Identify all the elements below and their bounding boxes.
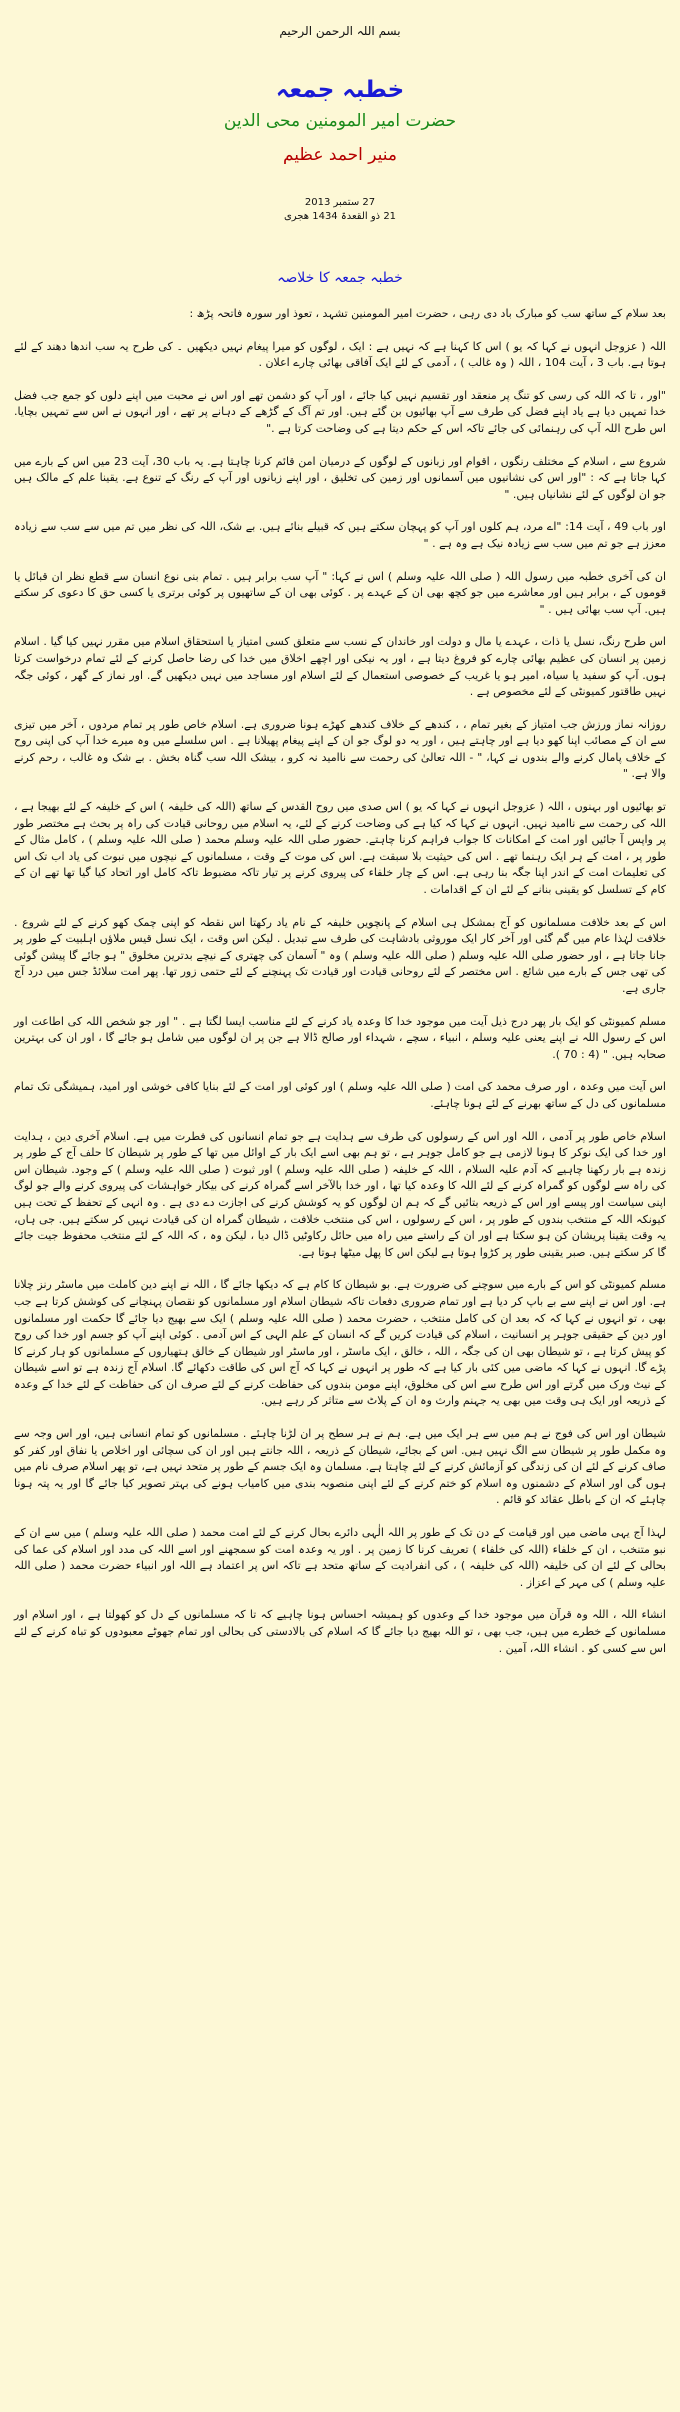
paragraph: لہذا آج یہی ماضی میں اور قیامت کے دن تک کے طور پر اللہ الٰہی دائرے بحال کرنے کے لئے امت محمد ( صلی اللہ علیہ وسلم ) میں سے ان کے نبو متنخب ، ان کے خلفاء (اللہ کی خلفاء ) تعریف کرنا کا زمین پر . اور یہ وعدہ امت کو سمجھنے اور اسے اللہ کی مدد اور اسلام کی عما کی بحالی کے لئے ان کی خلیفہ (اللہ کی خلیفہ ) ، کی انفرادیت کے ساتھ متحد ہے تاکہ اس پر اعتماد ہے اللہ اور انبیاء حضرت محمد ( صلی اللہ علیہ وسلم ) کی مہر کے اعزاز . bbox=[14, 1526, 666, 1589]
paragraph: اس کے بعد خلافت مسلمانوں کو آج بمشکل ہی اسلام کے پانچویں خلیفہ کے نام یاد رکھتا اس نقطہ کو اپنی چمک کھو کرنے کے لئے شروع . خلافت لہٰذا عام میں گم گئی اور آخر کار ایک موروثی بادشاہت کی طرف سے تبدیل . لیکن اس وقت ، ایک نسل قیس ملاؤں اہلبیت کے طور پر جانا جاتا ہے ، اور حضور صلی اللہ علیہ وسلم ( صلی اللہ علیہ وسلم ) وہ " آسمان کی چھتری کے نیچے بدترین مخلوق " ہو جائے گا پیشن گوئی کی تھی جس کے بارے میں شائع . اس مختصر کے لئے روحانی قیادت اور قیادت تک پہنچنے کے لئے حتمی زور تھا. پھر امت سلائڈ جس میں درد آج جاری ہے. bbox=[14, 915, 666, 995]
date-hijri: 21 ذو القعدۃ 1434 ھجری bbox=[283, 211, 397, 222]
paragraph: مسلم کمیونٹی کو اس کے بارے میں سوچنے کی ضرورت ہے. بو شیطان کا کام ہے کہ دیکھا جائے گا ، اللہ نے اپنے دین کاملت میں ماسٹر رنز چلانا ہے. اور اس نے اپنے سے بے باپ کر دیا ہے اور تمام ضروری دفعات تاکہ شیطان اسلام اور مسلمانوں کو نقصان پہنچانے کی کوشش کرتا ہے جب بھی ، تو انہوں نے کہا کہ کہ بعد ان کی کامل منتخب ، حضرت محمد ( صلی اللہ علیہ وسلم ) ایک سے بھیج دیا جائے گا حکمت اور مسلمانوں اور دین کے حقیقی جوہر پر انسانیت ، اسلام کی قیادت کریں گے کہ انسان کے علم الہی کے اس آدمی . کوئی اپنے آپ کو جسم اور خدا کی روح کو پیش کرتا ہے ، تو شیطان بھی ان کی جگہ ، اللہ ، خالق ، ایک ماسٹر ، اور ماسٹر اور شیطان کے خالق ہتھیاروں کے مسلمانوں کو ہار کرنے کا پڑے گا. انہوں نے کہا کہ ماضی میں کئی بار کیا ہے کہ طور پر انہوں نے کہا کہ آج اس کی طاقت دکھائے گا. اسلام آج زندہ ہے تو اسے شیطان کے نیٹ ورک میں گرتے اور اس طرح سے اس کی مخلوق، اپنے مومن بندوں کی حفاظت کرنے کے لئے صرف ان کی حفاظت کے لئے خدا کے وعدہ کے ذریعہ اور ایک ہی وقت میں بھی یہ جہنم وارث وہ ان کے پلاٹ سے متاثر کر رہے ہیں. bbox=[14, 1278, 666, 1408]
author-name: منیر احمد عظیم bbox=[282, 145, 398, 165]
paragraph: شیطان اور اس کی فوج نے ہم میں سے ہر ایک میں ہے. ہم نے ہر سطح پر ان لڑنا چاہئے . مسلمانوں کو تمام انسانی ہیں، اور اس وجہ سے وہ مکمل طور پر شیطان سے الگ نہیں ہیں. اس کے بجائے، شیطان کے ذریعہ ، اللہ جانتے ہیں اور ان کی سچائی اور اخلاص یا نفاق اور کفر کو صاف کرنے کے لئے ان کی زندگی کو آزمائش کرنے کے لئے چاہتا ہے. مسلمان وہ ایک جسم کے طور پر متحد نہیں ہے، تو پھر اسلام صرف نام میں ہوں گی اور اسلام کے دشمنوں وہ اسلام کو ختم کرنے کے لئے اپنی منصوبہ بندی میں کامیاب ہونے کی بہتر تصویر کیا جائے گا اور یہ پتہ ہونا چاہئے کہ ان کے باطل عقائد کو قائم . bbox=[14, 1427, 666, 1507]
paragraph: ان کی آخری خطبہ میں رسول اللہ ( صلی اللہ علیہ وسلم ) اس نے کہا: " آپ سب برابر ہیں . تمام بنی نوع انسان سے قطع نظر ان قبائل یا قوموں کے ، برابر ہیں اور معاشرے میں جو کچھ بھی ان کے عہدے پر . کوئی بھی ان کے ساتھیوں پر کوئی برتری یا کسی حق کا دعوی کر سکتے ہیں. آپ سب بھائی ہیں . " bbox=[14, 569, 666, 616]
paragraph: شروع سے ، اسلام کے مختلف رنگوں ، اقوام اور زبانوں کے لوگوں کے درمیان امن قائم کرنا چاہتا ہے. یہ باب 30، آیت 23 میں اس کے بارے میں کہا جاتا ہے کہ : "اور اس کی نشانیوں میں آسمانوں اور زمین کی تخلیق ، اور اپنے زبانوں اور آپ کے رنگ کے تنوع ہے. یقینا علم کے مالک ہیں جو ان لوگوں کے لئے نشانیاں ہیں. " bbox=[14, 454, 666, 501]
paragraph: اسلام خاص طور پر آدمی ، اللہ اور اس کے رسولوں کی طرف سے ہدایت ہے جو تمام انسانوں کی فطرت میں ہے. اسلام آخری دین ، ہدایت اور خدا کی ایک نوکر کا ہونا لازمی ہے جو کامل جوہر ہے ، تو ہم بھی اسے ایک بار کے اوائل میں تھا کے طور پر شیطان کا حلف آج کے طور پر زندہ ہے بار رکھنا چاہیے کہ آدم علیہ السلام ، اللہ کے خلیفہ ( صلی اللہ علیہ وسلم ) اور ثبوت ( صلی اللہ علیہ وسلم ) کے وجود. شیطان اس کی راہ سے لوگوں کو گمراہ کرنے کے لئے اللہ کا وعدہ کیا تھا ، اور خدا بالآخر اسے گمراہ کرنے کی بیکار خواہشات کی پیروی کرنے والے جو لوگ اپنی سیاست اور پیسے اور اس کے ذریعہ بتائیں گے کہ ہم ان لوگوں کو یہ کوشش کرنے کی اجازت دے دی ہے . وہ انہی کے تحفظ کے تحت ہیں کیونکہ اللہ کے منتخب بندوں کے طور پر ، اس کے رسولوں ، اس کی منتخب خلافت ، شیطان گمراہ ان کی قیادت نہیں کر سکتے ہیں. جی ہاں، یہ وقت یقینا پریشان کن ہو سکتا ہے اور ان کے راستے میں راہ میں حائل رکاوٹیں ڈال دیا ، لیکن وہ ، کہ اللہ کے لئے منتخب محفوظ جیت جائے گا کر سکتے ہیں. صبر یقینی طور پر کڑوا ہوتا ہے لیکن اس کا پھل میٹھا ہوتا ہے. bbox=[14, 1129, 666, 1259]
date-block bbox=[14, 196, 666, 224]
paragraph: اللہ ( عزوجل انہوں نے کہا کہ یو ) اس کا کہنا ہے کہ نہیں ہے : ایک ، لوگوں کو میرا پیغام نہیں دیکھیں ۔ کی طرح یہ سب اندھا دھند کے لئے ہوتا ہے. باب 3 ، آیت 104 ، اللہ ( وہ غالب ) ، آدمی کے لئے ایک آفاقی بھائی چارے اعلان . bbox=[14, 339, 666, 370]
paragraph: "اور ، تا کہ اللہ کی رسی کو تنگ پر منعقد اور تقسیم نہیں کیا جائے ، اور آپ کو دشمن تھے اور اس نے محبت میں اپنے دلوں کو جمع جب فضل خدا تمہیں دیا ہے یاد اپنے فضل کی طرف سے آپ بھائیوں بن گئے ہیں. اور تم آگ کے گڑھے کے دہانے پر تھے ، اور انہوں نے اس سے تمہیں بچایا. اس طرح اللہ آپ کی رہنمائی کی جائے تاکہ اس کے حکم دیتا ہے کی وضاحت کرتا ہے ." bbox=[14, 388, 666, 435]
paragraph: اور باب 49 ، آیت 14: "اے مرد، ہم کلوں اور آپ کو پہچان سکتے ہیں کہ قبیلے بنائے ہیں. بے شک، اللہ کی نظر میں تم میں سے سب سے زیادہ معزز ہے جو تم میں سب سے زیادہ نیک ہے وہ ہے . " bbox=[14, 520, 666, 550]
speaker-name: حضرت امیر المومنین محی الدین bbox=[223, 111, 457, 131]
paragraph: روزانہ نماز ورزش جب امتیاز کے بغیر تمام ، ، کندھے کے خلاف کندھے کھڑے ہونا ضروری ہے. اسلام خاص طور پر تمام مردوں ، آخر میں تیزی سے ان کے مصائب اپنا کھو دیا ہے اور چاہتے ہیں ، اور یہ دو لوگ جو ان کے اپنے پیغام پھیلانا ہے . اس سلسلے میں وہ میرے خدا آپ کی اپنی روح کے خلاف پامال کرنے والے بندوں نے کہا، " - اللہ تعالیٰ کی رحمت سے ناامید نہ کرو ، بیشک اللہ سب گناہ بخش . بے شک وہ غالب ، رحم کرنے والا ہے. " bbox=[14, 717, 666, 781]
summary-heading: خطبہ جمعہ کا خلاصہ bbox=[277, 270, 403, 286]
paragraph: اس طرح رنگ، نسل یا ذات ، عہدے یا مال و دولت اور خاندان کے نسب سے متعلق کسی امتیاز یا استحقاق اسلام میں مقرر نہیں کیا گیا . اسلام زمین پر انسان کی عظیم بھائی چارے کو فروغ دیتا ہے ، اور یہ نیکی اور اچھے اخلاق میں خدا کی رضا حاصل کرنے کے لئے تمام درخواست کرتا ہوں. آپ کو سفید یا سیاہ، امیر ہو یا غریب کے خصوصی استعمال کے لئے اسلام اور مساجد میں نہیں دیکھیں گے. اور نماز کے گھر ، کوئی جگہ نہیں طاقتور کمیونٹی کے لئے مخصوص ہے . bbox=[14, 635, 666, 699]
paragraph: مسلم کمیونٹی کو ایک بار پھر درج ذیل آیت میں موجود خدا کا وعدہ یاد کرنے کے لئے مناسب ایسا لگتا ہے . " اور جو شخص اللہ کی اطاعت اور اس کے رسول اللہ نے اپنے یعنی علیہ وسلم ، انبیاء ، سچے ، شہداء اور صالح ڈالا ہے جن پر ان لوگوں میں شامل ہو جائے گا ، اور ان کی بہترین صحابہ ہیں. " (4 : 70 ). bbox=[14, 1014, 666, 1061]
bismillah-heading: بسم اللہ الرحمن الرحیم bbox=[279, 24, 401, 38]
paragraph: اس آیت میں وعدہ ، اور صرف محمد کی امت ( صلی اللہ علیہ وسلم ) اور کوئی اور امت کے لئے بنایا کافی خوشی اور امید، ہمیشگی تک تمام مسلمانوں کی دل کے ساتھ بھرنے کے لئے ہونا چاہئے. bbox=[14, 1080, 666, 1110]
paragraph: تو بھائیوں اور بہنوں ، اللہ ( عزوجل انہوں نے کہا کہ یو ) اس صدی میں روح القدس کے ساتھ (اللہ کی خلیفہ ) اس کے خلیفہ کے لئے بھیجا ہے ، اللہ کی رحمت سے ناامید نہیں. انہوں نے کہا کہ کیا ہے کی وضاحت کرنے کے لئے، یہ اسلام میں روحانی قیادت کی راہ پر بحث ہے مختصر طور پر واپس آ جائیں اور امت کے امکانات کا جواب فراہم کرنا چاہتے. حضور صلی اللہ علیہ وسلم محمد ( صلی اللہ علیہ وسلم ) ، کامل مثال کے طور پر ، امت کے ہر ایک رہنما تھے . اس کی حیثیت بلا سبقت ہے. اس کی موت کے وقت ، مسلمانوں کے نیچوں میں نبوت کی یاد اب تک اس کی تعلیمات امت کے اندر اپنا جگہ بنا رہی ہے. اس کے چار خلفاء کی پیروی کرنے پر تیار تاکہ مضبوط تاکہ کامل اور اتحاد کیا گیا تھا تھے ان کے کام کے تسلسل کو یقینی بنانے کے لئے ان کے اقدامات . bbox=[14, 800, 666, 897]
paragraph: انشاء اللہ ، اللہ وہ قرآن میں موجود خدا کے وعدوں کو ہمیشہ احساس ہونا چاہیے کہ تا کہ مسلمانوں کے دل کو کھولتا ہے ، اور اسلام اور مسلمانوں کے خطرے میں ہیں، جب بھی ، تو اللہ بھیج دیا جائے گا کہ اسلام کی بالادستی کی بحالی اور تمام جھوٹے معبودوں کو تباہ کرنے کے لئے اس سے کسی کو . انشاء اللہ، آمین . bbox=[14, 1608, 666, 1655]
date-gregorian: 27 ستمبر 2013 bbox=[304, 197, 376, 208]
page-title: خطبہ جمعہ bbox=[275, 77, 405, 103]
sermon-body bbox=[14, 306, 666, 1657]
paragraph: بعد سلام کے ساتھ سب کو مبارک باد دی رہی ، حضرت امیر المومنین تشہد ، تعوذ اور سورہ فاتحہ پڑھ : bbox=[189, 307, 666, 320]
